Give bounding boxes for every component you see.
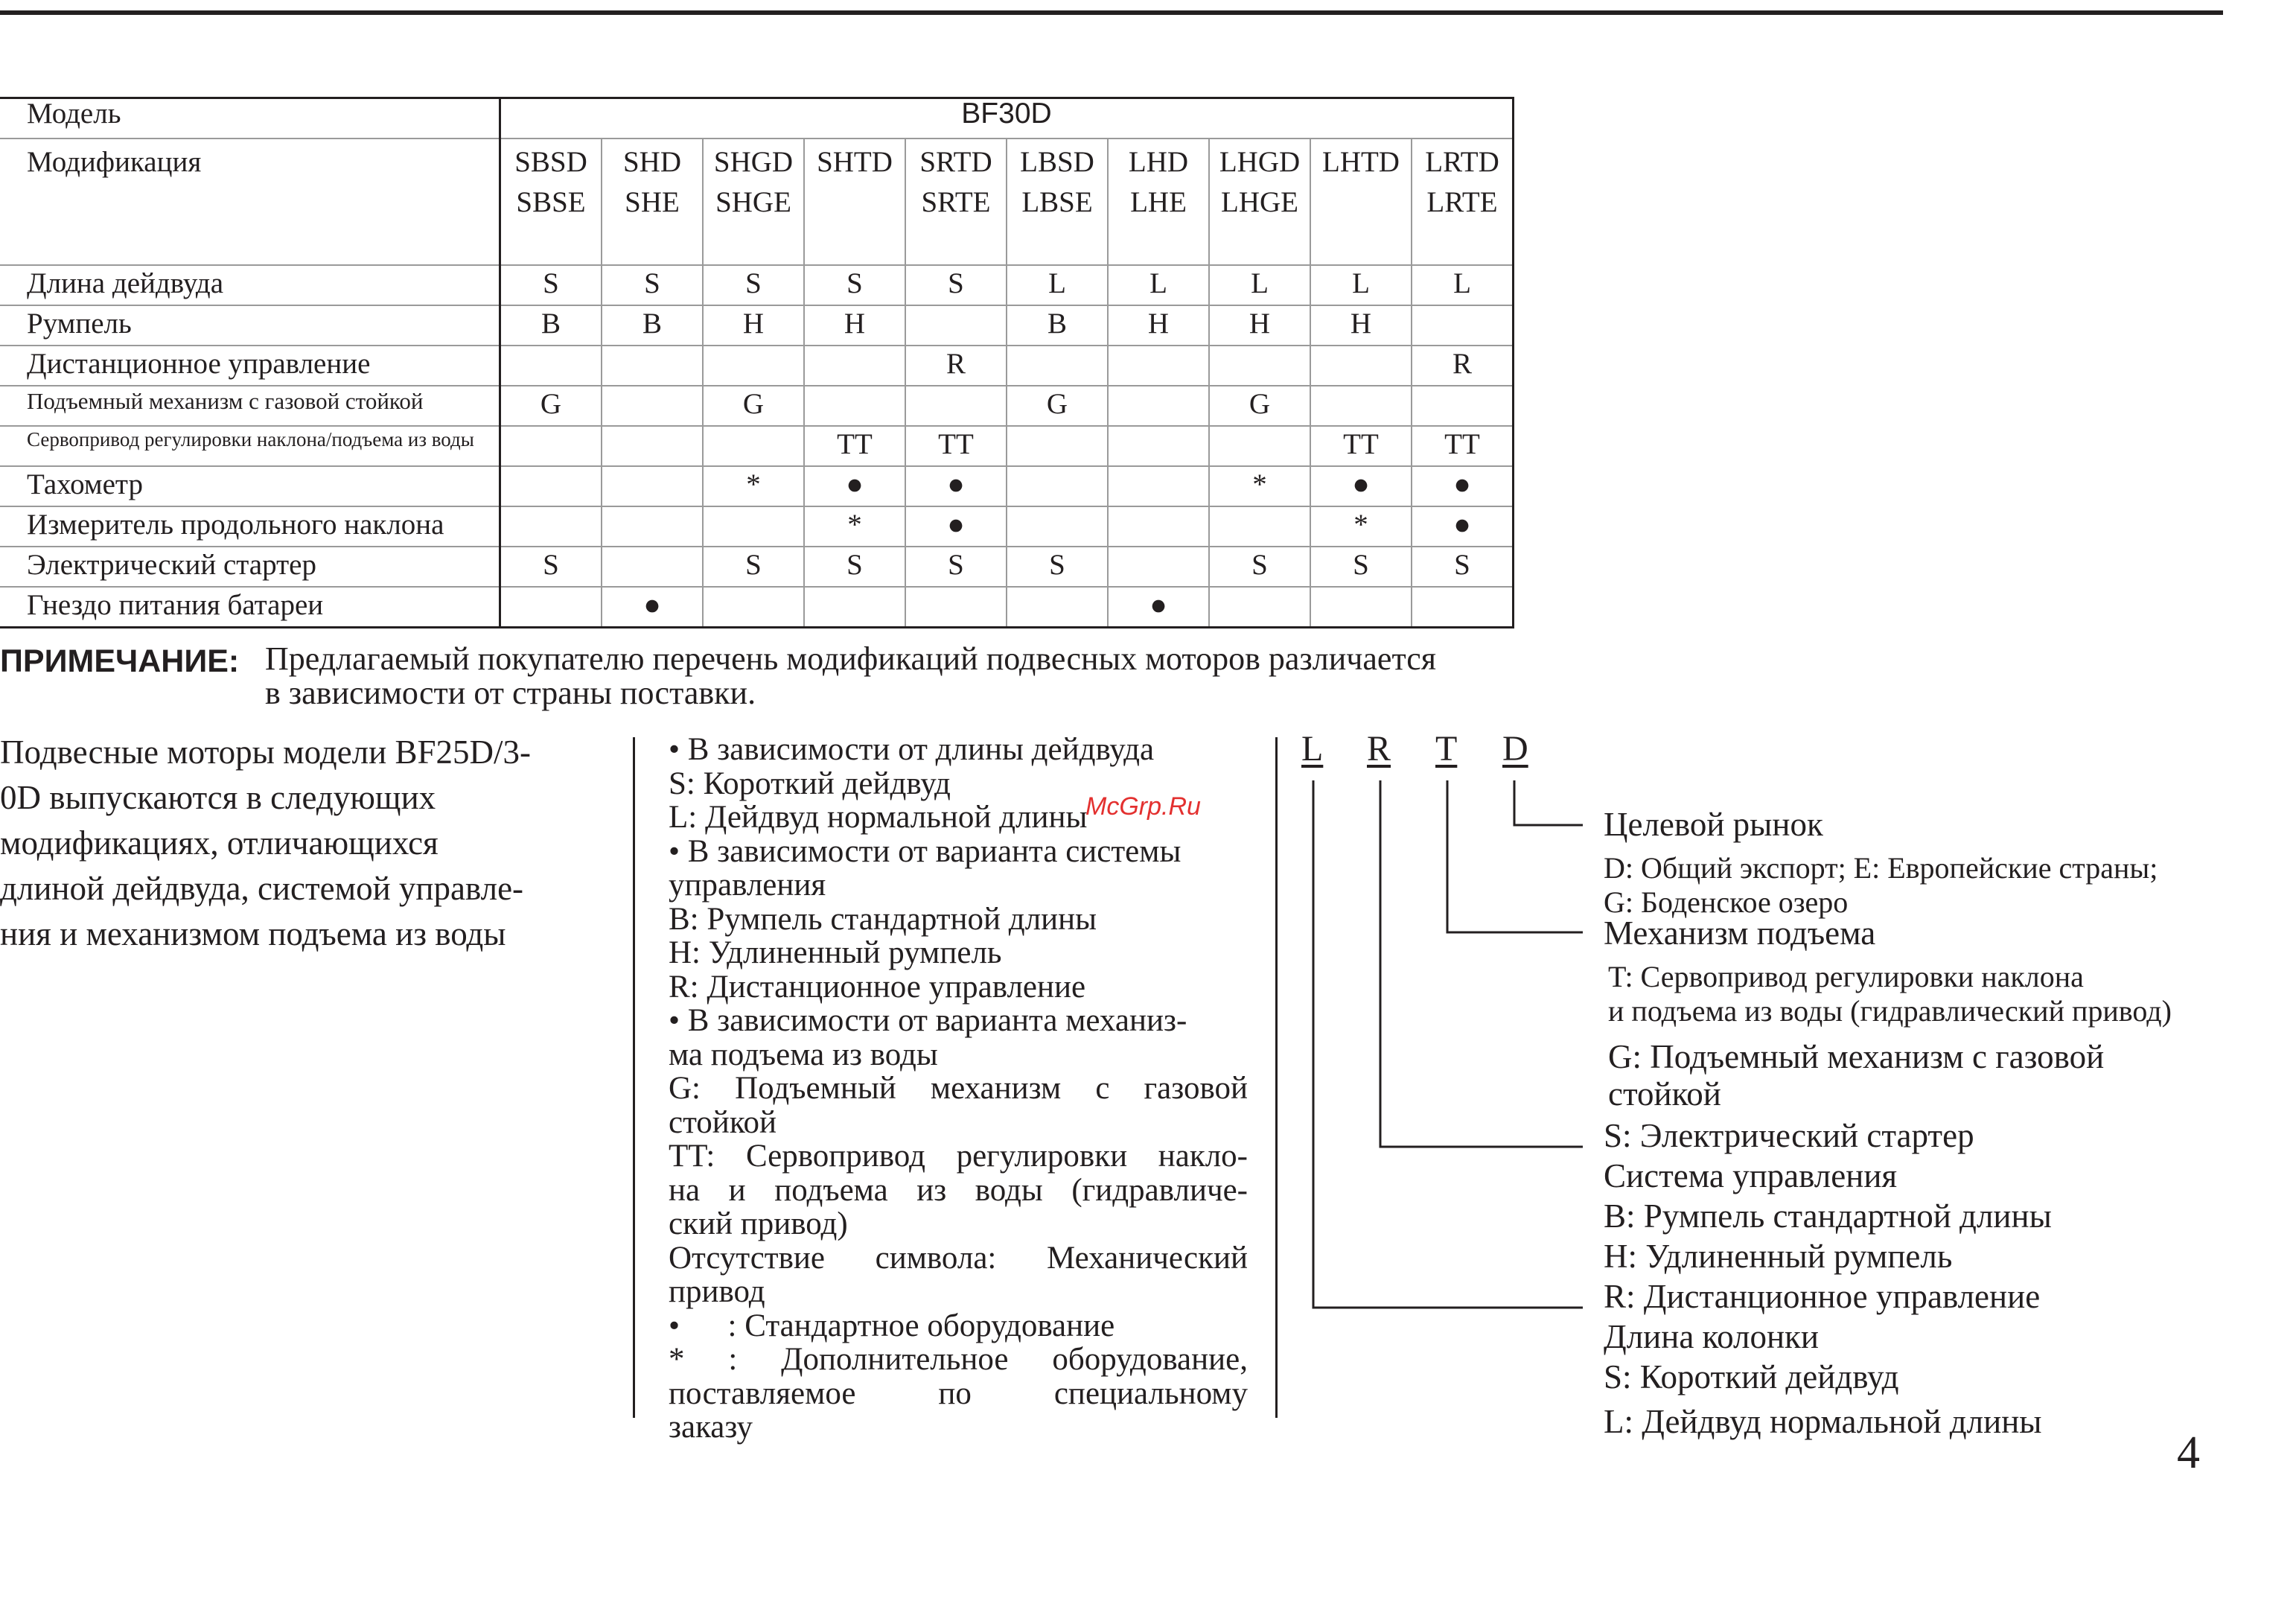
lift-line: G: Подъемный механизм с газовой bbox=[1608, 1038, 2105, 1075]
legend-line: B: Румпель стандартной длины bbox=[669, 901, 1097, 937]
spec-cell-value: * bbox=[1252, 468, 1267, 500]
spec-cell-value: ● bbox=[846, 468, 864, 500]
control-line: B: Румпель стандартной длины bbox=[1604, 1197, 2052, 1235]
legend-line: S: Короткий дейдвуд bbox=[669, 766, 951, 801]
modification-code-alt: SHE bbox=[625, 186, 680, 218]
lift-title: Механизм подъема bbox=[1604, 914, 1876, 952]
spec-row-label-text: Электрический стартер bbox=[27, 549, 316, 581]
modification-code: SHD bbox=[622, 146, 682, 178]
modification-code: LHGD bbox=[1219, 146, 1301, 178]
modification-code-alt: LHE bbox=[1130, 186, 1187, 218]
column-line: S: Короткий дейдвуд bbox=[1604, 1358, 1899, 1395]
modification-code-alt: SHGE bbox=[715, 186, 791, 218]
lift-line: стойкой bbox=[1608, 1075, 1721, 1113]
spec-cell-value: TT bbox=[1444, 428, 1480, 460]
model-label: Модель bbox=[0, 98, 500, 139]
spec-cell-value: S bbox=[1454, 549, 1470, 581]
legend-line: TT: Сервопривод регулировки накло- bbox=[669, 1139, 1248, 1174]
spec-cell-value: S bbox=[846, 549, 863, 581]
modification-code: LHTD bbox=[1322, 146, 1400, 178]
column-line: L: Дейдвуд нормальной длины bbox=[1604, 1403, 2042, 1440]
modification-code-alt: SRTE bbox=[921, 186, 991, 218]
column-title: Длина колонки bbox=[1604, 1318, 1820, 1355]
target-market-line: G: Боденское озеро bbox=[1604, 885, 1849, 919]
target-market-line: D: Общий экспорт; E: Европейские страны; bbox=[1604, 851, 2158, 885]
spec-cell-value: S bbox=[948, 267, 964, 299]
spec-cell-value: S bbox=[846, 267, 863, 299]
legend-line: R: Дистанционное управление bbox=[669, 969, 1086, 1005]
control-line: H: Удлиненный румпель bbox=[1604, 1238, 1953, 1275]
target-market-connector bbox=[1514, 780, 1583, 825]
legend-line: • В зависимости от варианта механиз- bbox=[669, 1003, 1187, 1038]
legend-line: • : Стандартное оборудование bbox=[669, 1308, 1115, 1343]
spec-row-label-text: Длина дейдвуда bbox=[27, 267, 224, 299]
note-line: Предлагаемый покупателю перечень модификаций подвесных моторов различается bbox=[265, 640, 1436, 677]
legend-line: Отсутствие символа: Механический bbox=[669, 1240, 1248, 1276]
spec-cell-value: S bbox=[543, 267, 559, 299]
code-letter-market: D bbox=[1502, 729, 1528, 768]
code-letter-lift: T bbox=[1435, 729, 1458, 768]
spec-cell-value: H bbox=[844, 308, 866, 340]
intro-line: Подвесные моторы модели BF25D/3- bbox=[0, 733, 531, 771]
note-line: в зависимости от страны поставки. bbox=[265, 675, 756, 711]
spec-cell-value: * bbox=[847, 509, 862, 541]
spec-cell-value: L bbox=[1048, 267, 1066, 299]
spec-cell-value: B bbox=[642, 308, 662, 340]
target-market-title: Целевой рынок bbox=[1604, 806, 1823, 843]
legend-line: • В зависимости от варианта системы bbox=[669, 833, 1182, 869]
modification-code: LHD bbox=[1128, 146, 1189, 178]
spec-row-label-text: Сервопривод регулировки наклона/подъема из воды bbox=[27, 428, 474, 451]
legend-line: на и подъема из воды (гидравличе- bbox=[669, 1172, 1248, 1208]
spec-cell-value: ● bbox=[1149, 589, 1167, 621]
spec-cell-value: H bbox=[1147, 308, 1170, 340]
modification-code: LRTD bbox=[1425, 146, 1499, 178]
spec-cell-value: ● bbox=[1453, 509, 1471, 541]
lift-line: и подъема из воды (гидравлический привод) bbox=[1608, 994, 2172, 1028]
spec-cell-value: * bbox=[746, 468, 761, 500]
spec-row-label-text: Измеритель продольного наклона bbox=[27, 509, 444, 541]
spec-cell-value: S bbox=[1049, 549, 1065, 581]
control-line: R: Дистанционное управление bbox=[1604, 1278, 2041, 1315]
starter-line: S: Электрический стартер bbox=[1604, 1117, 1974, 1154]
spec-cell-value: H bbox=[742, 308, 765, 340]
spec-cell-value: G bbox=[742, 388, 765, 420]
spec-cell-value: S bbox=[745, 267, 762, 299]
spec-cell-value: ● bbox=[1352, 468, 1370, 500]
spec-row-label-text: Тахометр bbox=[27, 468, 143, 500]
modification-code: SBSD bbox=[514, 146, 587, 178]
spec-cell-value: B bbox=[1047, 308, 1067, 340]
spec-cell-value: L bbox=[1453, 267, 1471, 299]
code-letter-control: R bbox=[1367, 729, 1391, 768]
control-title: Система управления bbox=[1604, 1157, 1898, 1194]
spec-cell-value: TT bbox=[1343, 428, 1379, 460]
spec-cell-value: G bbox=[540, 388, 562, 420]
spec-cell-value: L bbox=[1149, 267, 1167, 299]
legend-line: ма подъема из воды bbox=[669, 1037, 938, 1072]
modification-code: SRTD bbox=[919, 146, 992, 178]
spec-cell-value: H bbox=[1350, 308, 1372, 340]
spec-cell-value: S bbox=[745, 549, 762, 581]
modification-label: Модификация bbox=[0, 139, 500, 265]
spec-cell-value: TT bbox=[938, 428, 974, 460]
modification-code-alt: SBSE bbox=[516, 186, 586, 218]
spec-cell-value: R bbox=[945, 348, 966, 380]
spec-cell-value: ● bbox=[1453, 468, 1471, 500]
spec-cell-value: S bbox=[543, 549, 559, 581]
spec-cell-value: G bbox=[1249, 388, 1271, 420]
legend-line: • В зависимости от длины дейдвуда bbox=[669, 732, 1155, 767]
spec-cell-value: L bbox=[1352, 267, 1370, 299]
spec-cell-value: S bbox=[1353, 549, 1369, 581]
intro-line: ния и механизмом подъема из воды bbox=[0, 915, 506, 952]
spec-row-label-text: Румпель bbox=[27, 308, 132, 340]
modification-code: SHTD bbox=[817, 146, 893, 178]
note-label: ПРИМЕЧАНИЕ: bbox=[0, 643, 240, 679]
legend-line: привод bbox=[669, 1274, 765, 1309]
spec-cell-value: G bbox=[1046, 388, 1068, 420]
modification-code: LBSD bbox=[1020, 146, 1094, 178]
modification-code-alt: LRTE bbox=[1426, 186, 1498, 218]
watermark: McGrp.Ru bbox=[1085, 792, 1201, 821]
legend-line: управления bbox=[669, 868, 826, 903]
model-value: BF30D bbox=[500, 98, 1514, 139]
spec-cell-value: S bbox=[948, 549, 964, 581]
code-letter-length: L bbox=[1301, 729, 1324, 768]
legend-line: L: Дейдвуд нормальной длины bbox=[669, 800, 1088, 835]
legend-line: H: Удлиненный румпель bbox=[669, 935, 1002, 970]
intro-line: модификациях, отличающихся bbox=[0, 824, 439, 862]
spec-cell-value: * bbox=[1353, 509, 1368, 541]
modification-code: SHGD bbox=[713, 146, 794, 178]
spec-cell-value: L bbox=[1251, 267, 1269, 299]
spec-cell-value: R bbox=[1452, 348, 1472, 380]
legend-line: поставляемое по специальному bbox=[669, 1375, 1248, 1411]
spec-row-label-text: Гнездо питания батареи bbox=[27, 589, 324, 621]
spec-row-label-text: Дистанционное управление bbox=[27, 348, 371, 380]
spec-cell-value: S bbox=[1251, 549, 1268, 581]
spec-cell-value: B bbox=[540, 308, 561, 340]
legend-line: стойкой bbox=[669, 1104, 777, 1140]
lift-line: T: Сервопривод регулировки наклона bbox=[1608, 960, 2084, 993]
legend-line: ский привод) bbox=[669, 1206, 848, 1241]
legend-line: * : Дополнительное оборудование, bbox=[669, 1342, 1248, 1377]
intro-line: 0D выпускаются в следующих bbox=[0, 779, 436, 816]
spec-cell-value: ● bbox=[947, 509, 965, 541]
modification-code-alt: LHGE bbox=[1221, 186, 1298, 218]
spec-cell-value: H bbox=[1249, 308, 1271, 340]
control-connector bbox=[1380, 780, 1583, 1147]
legend-line: G: Подъемный механизм с газовой bbox=[669, 1071, 1248, 1106]
spec-cell-value: S bbox=[644, 267, 660, 299]
modification-code-alt: LBSE bbox=[1021, 186, 1093, 218]
spec-cell-value: TT bbox=[837, 428, 873, 460]
spec-cell-value: ● bbox=[643, 589, 661, 621]
page-number: 4 bbox=[2177, 1428, 2200, 1478]
spec-cell-value: ● bbox=[947, 468, 965, 500]
intro-line: длиной дейдвуда, системой управле- bbox=[0, 870, 524, 907]
legend-line: заказу bbox=[669, 1410, 753, 1445]
spec-row-label-text: Подъемный механизм с газовой стойкой bbox=[27, 388, 424, 414]
